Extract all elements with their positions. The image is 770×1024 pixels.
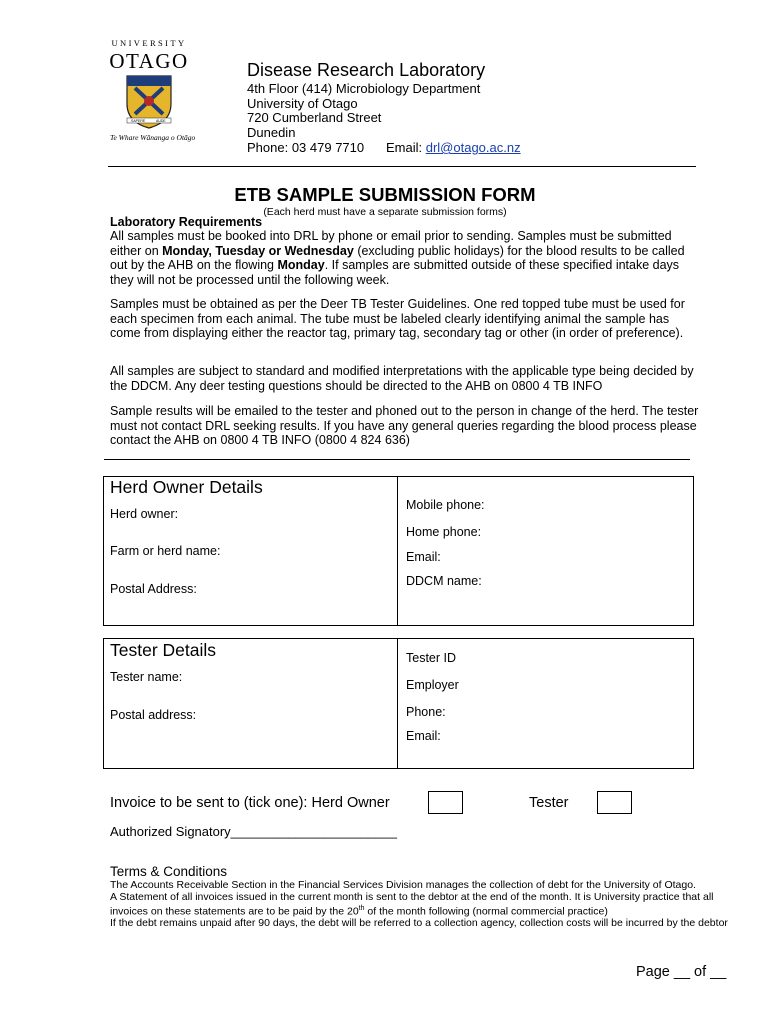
- authorized-signatory-field[interactable]: Authorized Signatory_______________________: [110, 824, 397, 839]
- requirements-paragraph-4: Sample results will be emailed to the tester and phoned out to the person in change of the herd. The tester must not contact DRL seeking results. If you have any general queries regarding the blood process please contact the AHB on 0800 4 TB INFO (0800 4 824 636): [110, 404, 699, 448]
- tester-section: [103, 638, 694, 769]
- p1-results-day: Monday: [277, 258, 325, 273]
- herd-owner-section: [103, 476, 694, 626]
- requirements-paragraph-3: All samples are subject to standard and modified interpretations with the applicable type being decided by the DDCM. Any deer testing questions should be directed to the AHB on 0800 4 TB INFO: [110, 364, 694, 393]
- tester-title: Tester Details: [110, 640, 217, 660]
- logo-university-text: UNIVERSITY: [111, 38, 187, 48]
- university-shield-icon: [125, 74, 173, 130]
- mobile-phone-field[interactable]: Mobile phone:: [406, 498, 485, 512]
- home-phone-field[interactable]: Home phone:: [406, 525, 482, 539]
- tester-checkbox[interactable]: [597, 791, 632, 814]
- requirements-paragraph-2: Samples must be obtained as per the Deer TB Tester Guidelines. One red topped tube must be used for each specimen from each animal. The tube must be labeled clearly identifying animal the sample has come from displaying either the reactor tag, primary tag, secondary tag or other (in order of preference).: [110, 297, 685, 341]
- logo-motto: Te Whare Wānanga o Otāgo: [110, 133, 196, 142]
- requirements-paragraph-1: [110, 229, 700, 287]
- lab-name: Disease Research Laboratory: [247, 60, 486, 80]
- page-number: Page __ of __: [636, 964, 727, 980]
- terms-body: [110, 880, 732, 930]
- terms-statement: [110, 892, 732, 919]
- tester-email-field[interactable]: Email:: [406, 729, 441, 743]
- herd-owner-column-divider: [397, 477, 398, 625]
- requirements-divider: [104, 459, 690, 460]
- p1-text-c: (excluding public holidays) for the blood results to be called out by the AHB on the flowing: [110, 243, 685, 273]
- farm-name-field[interactable]: Farm or herd name:: [110, 544, 221, 558]
- address-university: University of Otago: [247, 96, 358, 111]
- terms-unpaid-debt: If the debt remains unpaid after 90 days, the debt will be referred to a collection agency, collection costs will be incurred by the debtor: [110, 917, 728, 930]
- form-subtitle: (Each herd must have a separate submission forms): [263, 206, 507, 218]
- terms-statement-sup: th: [358, 905, 365, 913]
- header-divider: [108, 166, 696, 167]
- email-label: Email:: [386, 140, 426, 155]
- tester-column-divider: [397, 639, 398, 768]
- terms-heading: Terms & Conditions: [110, 864, 228, 879]
- ddcm-name-field[interactable]: DDCM name:: [406, 574, 482, 588]
- shield-motto-left: SAPERE: [131, 119, 146, 123]
- herd-owner-title: Herd Owner Details: [110, 477, 263, 497]
- phone-number: Phone: 03 479 7710: [247, 140, 365, 155]
- terms-collection: The Accounts Receivable Section in the Financial Services Division manages the collection of debt for the University of Otago.: [110, 879, 696, 891]
- p1-intake-days: Monday, Tuesday or Wednesday: [162, 243, 354, 258]
- email-link[interactable]: drl@otago.ac.nz: [425, 140, 521, 155]
- email-line: [386, 140, 521, 155]
- address-street: 720 Cumberland Street: [247, 110, 382, 125]
- herd-owner-checkbox[interactable]: [428, 791, 463, 814]
- p1-text-e: . If samples are submitted outside of these specified intake days they will not be processed until the following week.: [110, 258, 680, 287]
- employer-field[interactable]: Employer: [406, 678, 459, 692]
- terms-statement-a: A Statement of all invoices issued in the current month is sent to the debtor at the end of the month. It is University practice that all invoices on these statements are to be paid by the 20: [110, 890, 714, 918]
- address-floor: 4th Floor (414) Microbiology Department: [247, 81, 481, 96]
- logo-otago-text: OTAGO: [109, 49, 189, 73]
- invoice-label: Invoice to be sent to (tick one): Herd Owner: [110, 795, 390, 811]
- requirements-heading: Laboratory Requirements: [110, 215, 263, 229]
- postal-address-field[interactable]: Postal Address:: [110, 582, 197, 596]
- tester-id-field[interactable]: Tester ID: [406, 651, 457, 665]
- tester-name-field[interactable]: Tester name:: [110, 670, 183, 684]
- herd-owner-field[interactable]: Herd owner:: [110, 507, 179, 521]
- invoice-tester-label: Tester: [529, 795, 569, 811]
- owner-email-field[interactable]: Email:: [406, 550, 441, 564]
- terms-statement-b: of the month following (normal commercial practice): [364, 905, 608, 918]
- form-title: ETB SAMPLE SUBMISSION FORM: [234, 184, 536, 205]
- shield-motto-right: AUDE: [156, 119, 166, 123]
- tester-postal-field[interactable]: Postal address:: [110, 708, 197, 722]
- tester-phone-field[interactable]: Phone:: [406, 705, 446, 719]
- address-city: Dunedin: [247, 125, 296, 140]
- p1-text-a: All samples must be booked into DRL by phone or email prior to sending. Samples must be submitted either on: [110, 229, 672, 258]
